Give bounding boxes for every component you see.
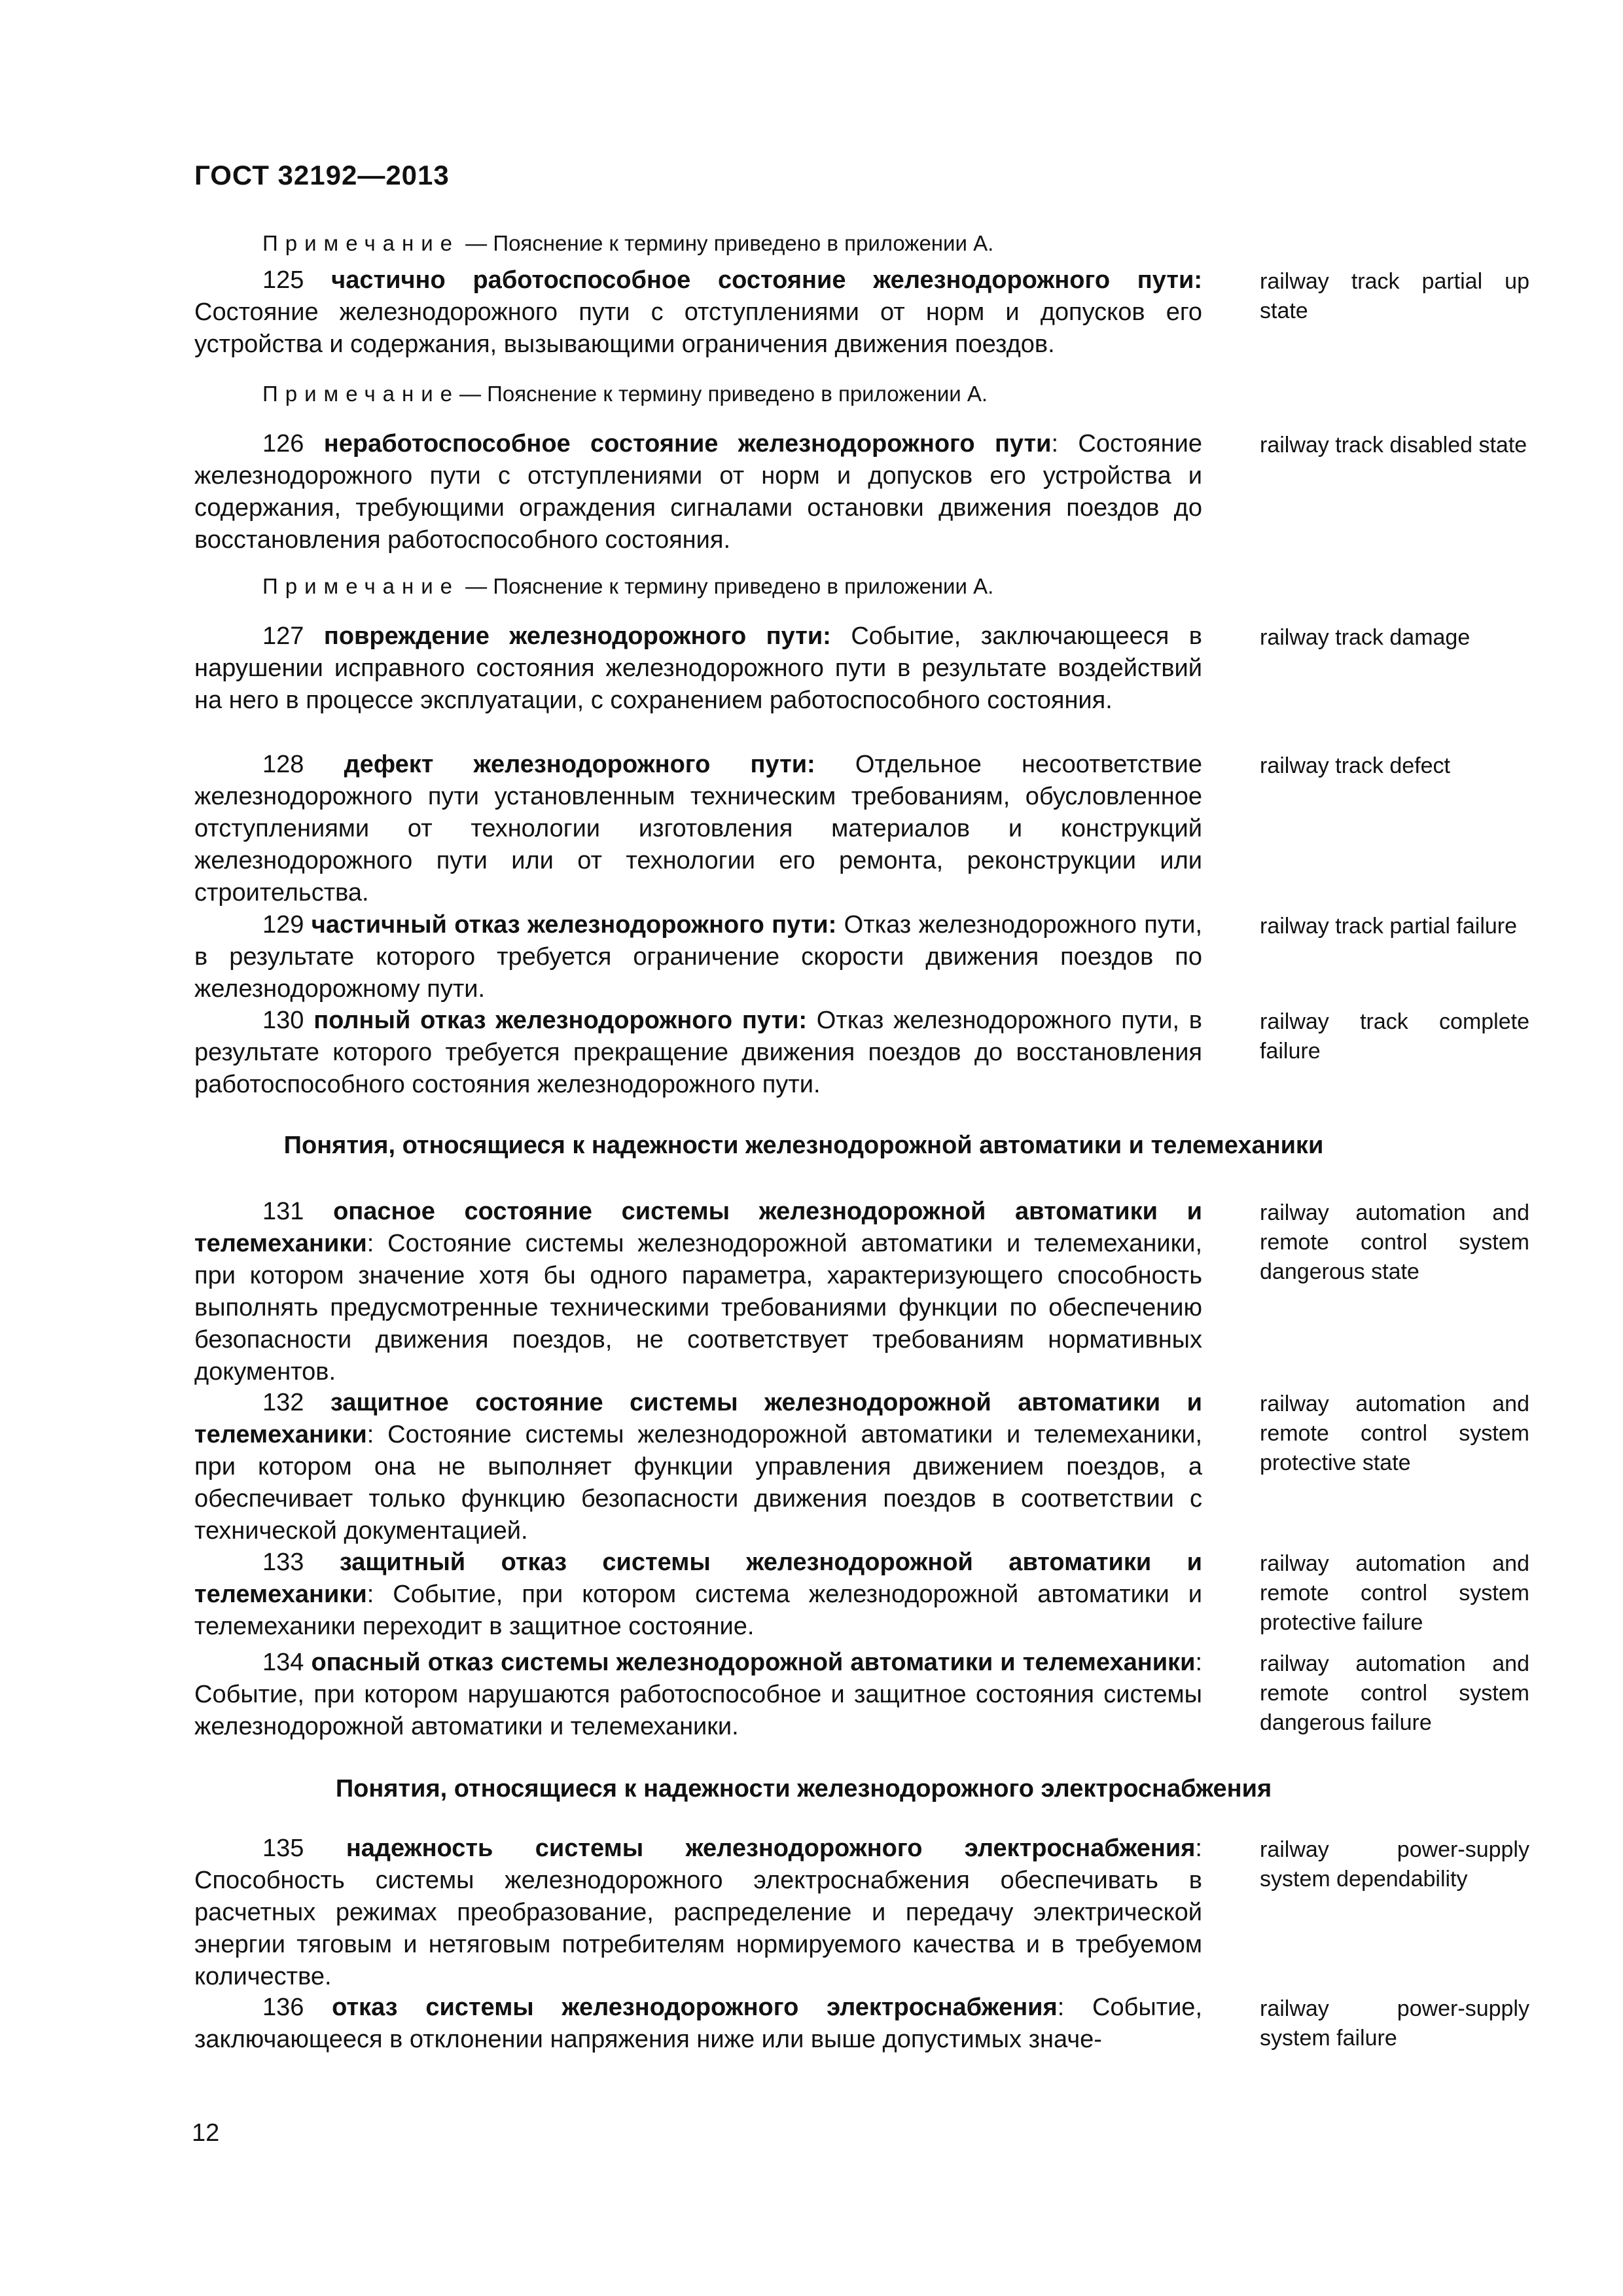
term-number: 133 (262, 1549, 340, 1576)
term-ru (194, 1547, 1202, 1643)
term-number: 132 (262, 1389, 330, 1416)
note (194, 573, 1597, 600)
term-title: отказ системы железнодорожного электроснабжения (332, 1994, 1058, 2021)
term-en: railway automation and remote control system protective failure (1260, 1551, 1529, 1635)
term-title: дефект железнодорожного пути: (344, 751, 815, 778)
term-entry-130 (194, 1005, 1529, 1101)
term-en: railway track partial failure (1260, 914, 1518, 939)
term-definition: Событие, заключающееся в нарушении исправного состояния железнодорожного пути в результате воздействий на него в процессе эксплуатации, с сохранением работоспособного состояния. (194, 622, 1202, 714)
term-en: railway power-supply system failure (1260, 1996, 1529, 2051)
term-definition: : Состояние системы железнодорожной автоматики и телемеханики, при котором значение хотя бы одного параметра, характеризующего способность выполнять предусмотренные техническими требованиями функции по обеспечению безопасности движения поездов, не соответствует требованиям нормативных документов. (194, 1230, 1202, 1386)
term-en: railway track complete failure (1260, 1009, 1529, 1064)
term-entry-133 (194, 1547, 1529, 1643)
document-header: ГОСТ 32192—2013 (194, 160, 450, 190)
term-definition: : Событие, при котором нарушаются работоспособное и защитное состояния системы железнодорожной автоматики и телемеханики. (194, 1649, 1202, 1740)
term-entry-126 (194, 428, 1529, 556)
term-number: 135 (262, 1835, 346, 1862)
note-text: — Пояснение к термину приведено в приложении А. (459, 382, 988, 406)
term-ru (194, 1833, 1202, 1993)
term-en: railway track partial up state (1260, 269, 1529, 323)
term-en: railway automation and remote control system protective state (1260, 1391, 1529, 1475)
note-label: Примечание (262, 231, 460, 255)
term-title: надежность системы железнодорожного электроснабжения (346, 1835, 1196, 1862)
term-definition: Отказ железнодорожного пути, в результате которого требуется прекращение движения поездов до восстановления работоспособного состояния железнодорожного пути. (194, 1007, 1202, 1098)
section-heading-automation: Понятия, относящиеся к надежности железнодорожной автоматики и телемеханики (283, 1132, 1324, 1159)
note (194, 381, 1597, 407)
term-title: частичный отказ железнодорожного пути: (311, 911, 837, 939)
term-ru (194, 1196, 1202, 1388)
term-number: 134 (262, 1649, 312, 1676)
term-ru (194, 264, 1202, 361)
term-title: неработоспособное состояние железнодорожного пути (323, 430, 1052, 457)
term-definition: : Способность системы железнодорожного электроснабжения обеспечивать в расчетных режимах преобразование, распределение и передачу электрической энергии тяговым и нетяговым потребителям нормируемого качества и в требуемом количестве. (194, 1835, 1202, 1990)
term-definition: Отдельное несоответствие железнодорожного пути установленным техническим требованиям, обусловленное отступлениями от технологии изготовления материалов и конструкций железнодорожного пути или от технологии его ремонта, реконструкции или строительства. (194, 751, 1203, 906)
term-title: защитное состояние системы железнодорожной автоматики и телемеханики (194, 1389, 1202, 1448)
note-label: Примечание (262, 382, 460, 406)
term-entry-136 (194, 1992, 1529, 2056)
term-number: 128 (262, 751, 344, 778)
term-definition: Состояние железнодорожного пути с отступлениями от норм и допусков его устройства и содержания, вызывающими ограничения движения поездов. (194, 298, 1202, 358)
term-definition: : Состояние железнодорожного пути с отступлениями от норм и допусков его устройства и содержания, требующими ограждения сигналами остановки движения поездов до восстановления работоспособного состояния. (194, 430, 1202, 554)
term-number: 129 (262, 911, 312, 939)
term-number: 125 (262, 266, 332, 294)
term-title: частично работоспособное состояние железнодорожного пути: (331, 266, 1202, 294)
term-entry-132 (194, 1387, 1529, 1547)
term-entry-134 (194, 1647, 1529, 1743)
term-en: railway power-supply system dependability (1260, 1837, 1529, 1892)
term-number: 127 (262, 622, 324, 650)
term-title: опасный отказ системы железнодорожной автоматики и телемеханики (311, 1649, 1196, 1676)
term-entry-125 (194, 264, 1529, 361)
term-ru (194, 1992, 1202, 2056)
term-en: railway track damage (1260, 625, 1471, 650)
term-number: 130 (262, 1007, 314, 1034)
term-title: защитный отказ системы железнодорожной автоматики и телемеханики (194, 1549, 1203, 1608)
term-title: полный отказ железнодорожного пути: (313, 1007, 808, 1034)
term-definition: : Состояние системы железнодорожной автоматики и телемеханики, при котором она не выполняет функции управления движением поездов, а обеспечивает только функцию безопасности движения поездов в соответствии с технической документацией. (194, 1421, 1202, 1545)
term-entry-129 (194, 909, 1529, 1005)
term-ru (194, 1005, 1202, 1101)
term-entry-127 (194, 620, 1529, 717)
term-definition: : Событие, заключающееся в отклонении напряжения ниже или выше допустимых значе- (194, 1994, 1203, 2053)
note (194, 230, 1597, 257)
term-definition: Отказ железнодорожного пути, в результате которого требуется ограничение скорости движения поездов по железнодорожному пути. (194, 911, 1203, 1003)
term-title: повреждение железнодорожного пути: (323, 622, 831, 650)
term-ru (194, 428, 1202, 556)
term-en: railway track disabled state (1260, 433, 1527, 457)
term-title: опасное состояние системы железнодорожной автоматики и телемеханики (194, 1198, 1202, 1257)
term-ru (194, 620, 1202, 717)
note-label: Примечание (262, 574, 460, 598)
note-text: — Пояснение к термину приведено в приложении А. (459, 574, 994, 598)
note-text: — Пояснение к термину приведено в приложении А. (459, 231, 994, 255)
term-entry-135 (194, 1833, 1529, 1993)
term-number: 136 (262, 1994, 332, 2021)
section-heading-power: Понятия, относящиеся к надежности железнодорожного электроснабжения (335, 1775, 1272, 1803)
term-entry-131 (194, 1196, 1529, 1388)
term-entry-128 (194, 749, 1529, 909)
page-number: 12 (192, 2119, 220, 2147)
term-number: 131 (262, 1198, 334, 1225)
term-en: railway track defect (1260, 753, 1450, 778)
term-ru (194, 749, 1202, 909)
term-ru (194, 909, 1202, 1005)
term-ru (194, 1387, 1202, 1547)
term-en: railway automation and remote control system dangerous state (1260, 1200, 1529, 1284)
term-definition: : Событие, при котором система железнодорожной автоматики и телемеханики переходит в защитное состояние. (194, 1581, 1202, 1640)
term-number: 126 (262, 430, 324, 457)
term-en: railway automation and remote control system dangerous failure (1260, 1651, 1529, 1735)
term-ru (194, 1647, 1202, 1743)
